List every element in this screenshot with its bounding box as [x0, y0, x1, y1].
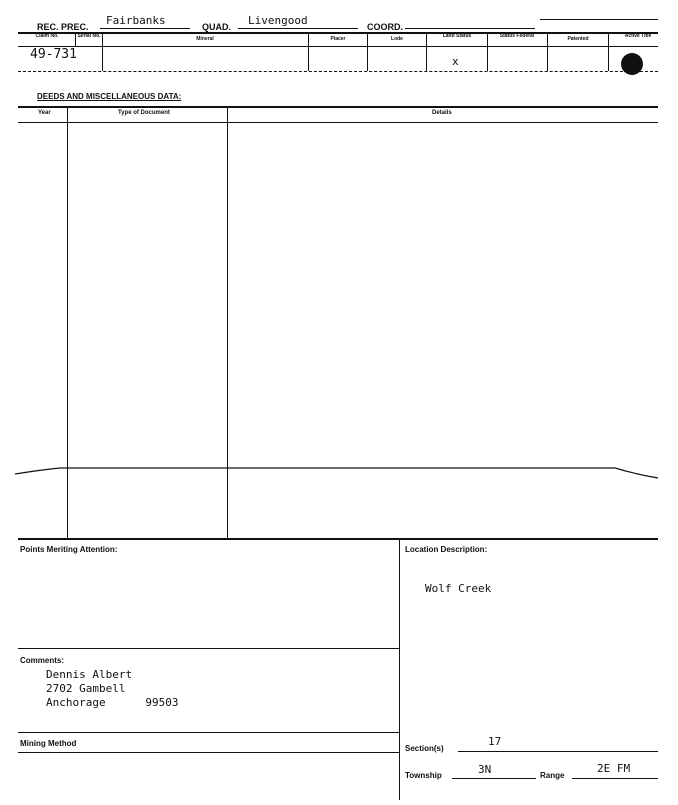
col-lode: Lode	[391, 36, 403, 42]
rec-prec-underline	[100, 28, 190, 29]
claim-table-row-bottom	[18, 71, 658, 72]
township-underline	[452, 778, 536, 779]
range-label: Range	[540, 771, 565, 780]
comments-line-3: Anchorage 99503	[46, 696, 179, 709]
deeds-top-border	[18, 106, 658, 108]
coord-underline	[405, 28, 535, 29]
claim-col-divider-3	[308, 32, 309, 71]
col-status-federal: Status Federal	[499, 33, 535, 39]
claim-no-value: 49-731	[30, 47, 77, 62]
col-mineral: Mineral	[196, 36, 214, 42]
comments-line-2: 2702 Gambell	[46, 682, 126, 695]
claim-col-divider-5	[426, 32, 427, 71]
deeds-bottom-border	[18, 538, 658, 540]
location-description-label: Location Description:	[405, 545, 488, 554]
quad-underline	[238, 28, 358, 29]
active-title-marker	[621, 53, 643, 75]
deeds-col-details: Details	[432, 110, 452, 116]
claim-col-divider-6	[487, 32, 488, 71]
section-label: Section(s)	[405, 744, 444, 753]
points-label: Points Meriting Attention:	[20, 545, 118, 554]
col-land-status: Land Status	[442, 33, 472, 39]
township-label: Township	[405, 771, 442, 780]
claim-table-top-border	[18, 32, 658, 34]
range-value: 2E FM	[597, 762, 631, 775]
deeds-col-year: Year	[38, 110, 51, 116]
col-patented: Patented	[567, 36, 589, 42]
deeds-col-type: Type of Document	[118, 110, 170, 116]
claim-col-divider-7	[547, 32, 548, 71]
comments-label: Comments:	[20, 656, 65, 665]
mining-method-line	[18, 752, 399, 753]
quad-value: Livengood	[248, 14, 308, 27]
col-claim-no: Claim No.	[35, 33, 59, 39]
coord-label: COORD.	[367, 22, 403, 32]
col-active-title: Active Title	[624, 33, 652, 39]
comments-line-1: Dennis Albert	[46, 668, 133, 681]
claim-col-divider-8	[608, 32, 609, 71]
section-underline	[458, 751, 658, 752]
lower-center-divider	[399, 538, 400, 800]
location-description-value: Wolf Creek	[425, 582, 492, 595]
deeds-section-title: DEEDS AND MISCELLANEOUS DATA:	[37, 92, 182, 101]
land-status-value: x	[452, 55, 459, 68]
mining-method-label: Mining Method	[20, 739, 77, 748]
claim-table-header-bottom	[18, 46, 658, 47]
range-underline	[572, 778, 658, 779]
col-serial-no: Serial No.	[77, 33, 101, 39]
quad-label: QUAD.	[202, 22, 231, 32]
points-bottom-line	[18, 648, 399, 649]
township-value: 3N	[478, 763, 492, 776]
col-placer: Placer	[330, 36, 346, 42]
rec-prec-value: Fairbanks	[106, 14, 166, 27]
header-top-line	[540, 19, 658, 20]
comments-bottom-line	[18, 732, 399, 733]
page-fold-line	[15, 460, 660, 486]
claim-col-divider-4	[367, 32, 368, 71]
section-value: 17	[488, 735, 502, 748]
deeds-header-bottom	[18, 122, 658, 123]
rec-prec-label: REC. PREC.	[37, 22, 89, 32]
claim-col-divider-2	[102, 32, 103, 71]
